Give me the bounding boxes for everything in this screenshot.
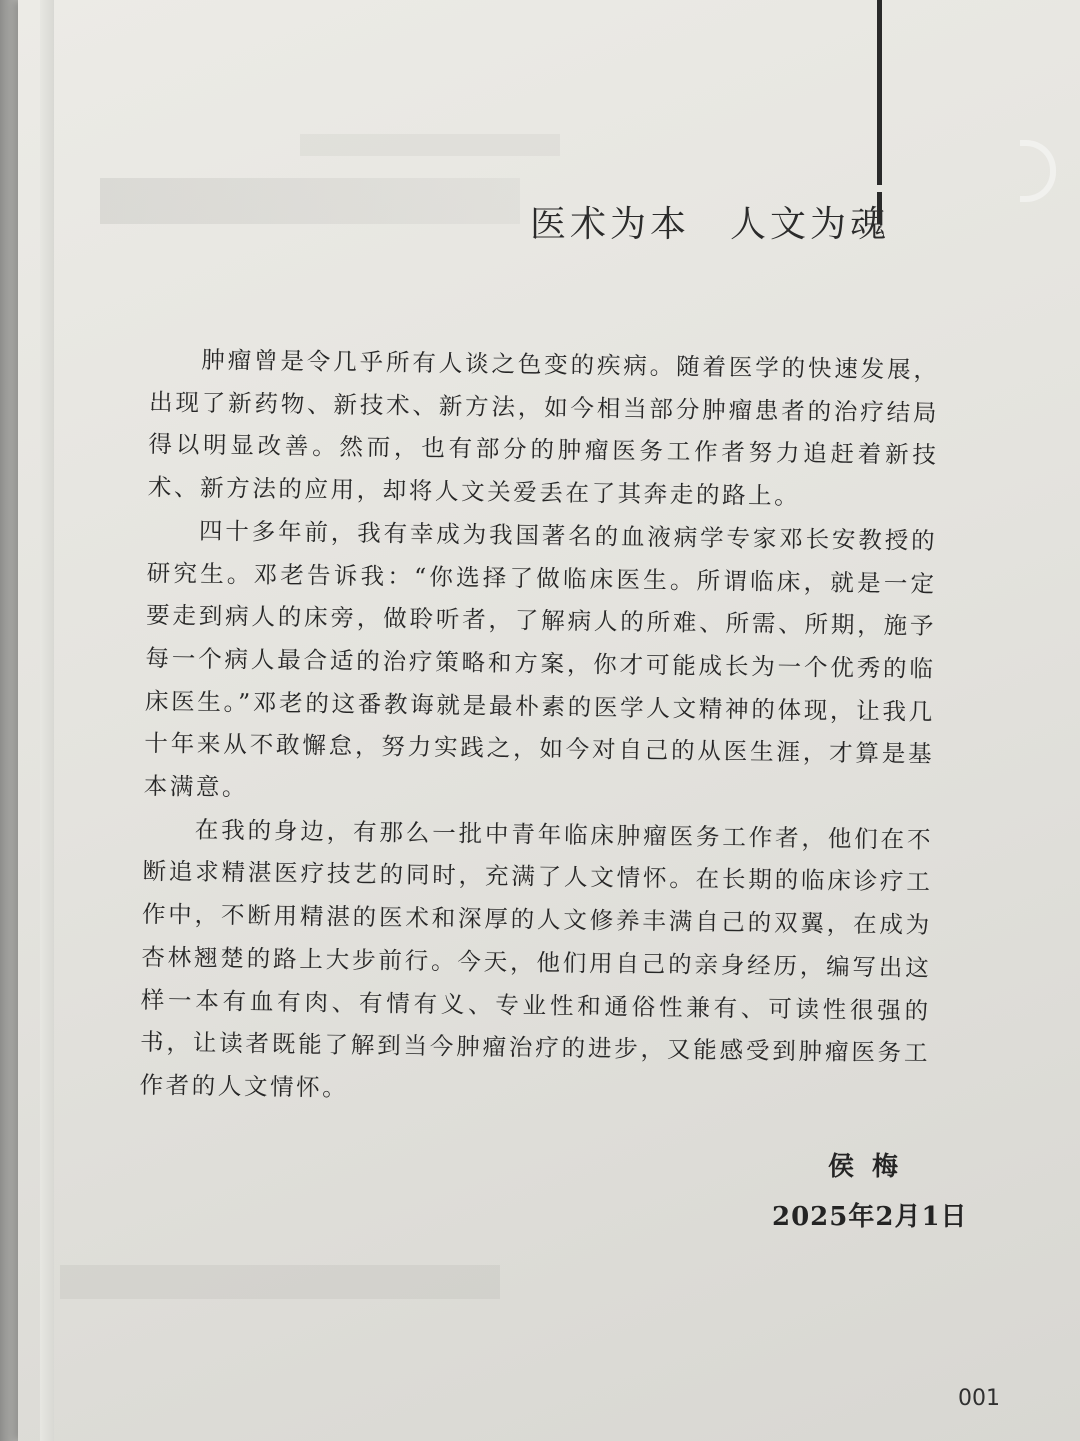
- preface-body: [139, 338, 940, 1118]
- paragraph-1: 肿瘤曾是令几乎所有人谈之色变的疾病。随着医学的快速发展，出现了新药物、新技术、新方法，如今相当部分肿瘤患者的治疗结局得以明显改善。然而，也有部分的肿瘤医务工作者努力追赶着新技术、新方法的应用，却将人文关爱丢在了其奔走的路上。: [147, 345, 940, 511]
- signature-name: 侯梅: [828, 1152, 917, 1182]
- page-stack-inner-edge: [40, 0, 54, 1441]
- page-title: 医术为本 人文为魂: [530, 204, 891, 245]
- paragraph-2: 四十多年前，我有幸成为我国著名的血液病学专家邓长安教授的研究生。邓老告诉我：“你选择了做临床医生。所谓临床，就是一定要走到病人的床旁，做聆听者，了解病人的所难、所需、所期，施予每一个病人最合适的治疗策略和方案，你才可能成长为一个优秀的临床医生。”邓老的这番教诲就是最朴素的医学人文精神的体现，让我几十年来从不敢懈怠，努力实践之，如今对自己的从医生涯，才算是基本满意。: [143, 516, 938, 802]
- page-number: 001: [958, 1386, 1000, 1411]
- signature-date: 2025年2月1日: [772, 1202, 968, 1232]
- decorative-vertical-rule: [877, 0, 882, 185]
- paragraph-3: 在我的身边，有那么一批中青年临床肿瘤医务工作者，他们在不断追求精湛医疗技艺的同时，充满了人文情怀。在长期的临床诊疗工作中，不断用精湛的医术和深厚的人文修养丰满自己的双翼，在成为杏林翘楚的路上大步前行。今天，他们用自己的亲身经历，编写出这样一本有血有肉、有情有义、专业性和通俗性兼有、可读性很强的书，让读者既能了解到当今肿瘤治疗的进步，又能感受到肿瘤医务工作者的人文情怀。: [139, 815, 934, 1102]
